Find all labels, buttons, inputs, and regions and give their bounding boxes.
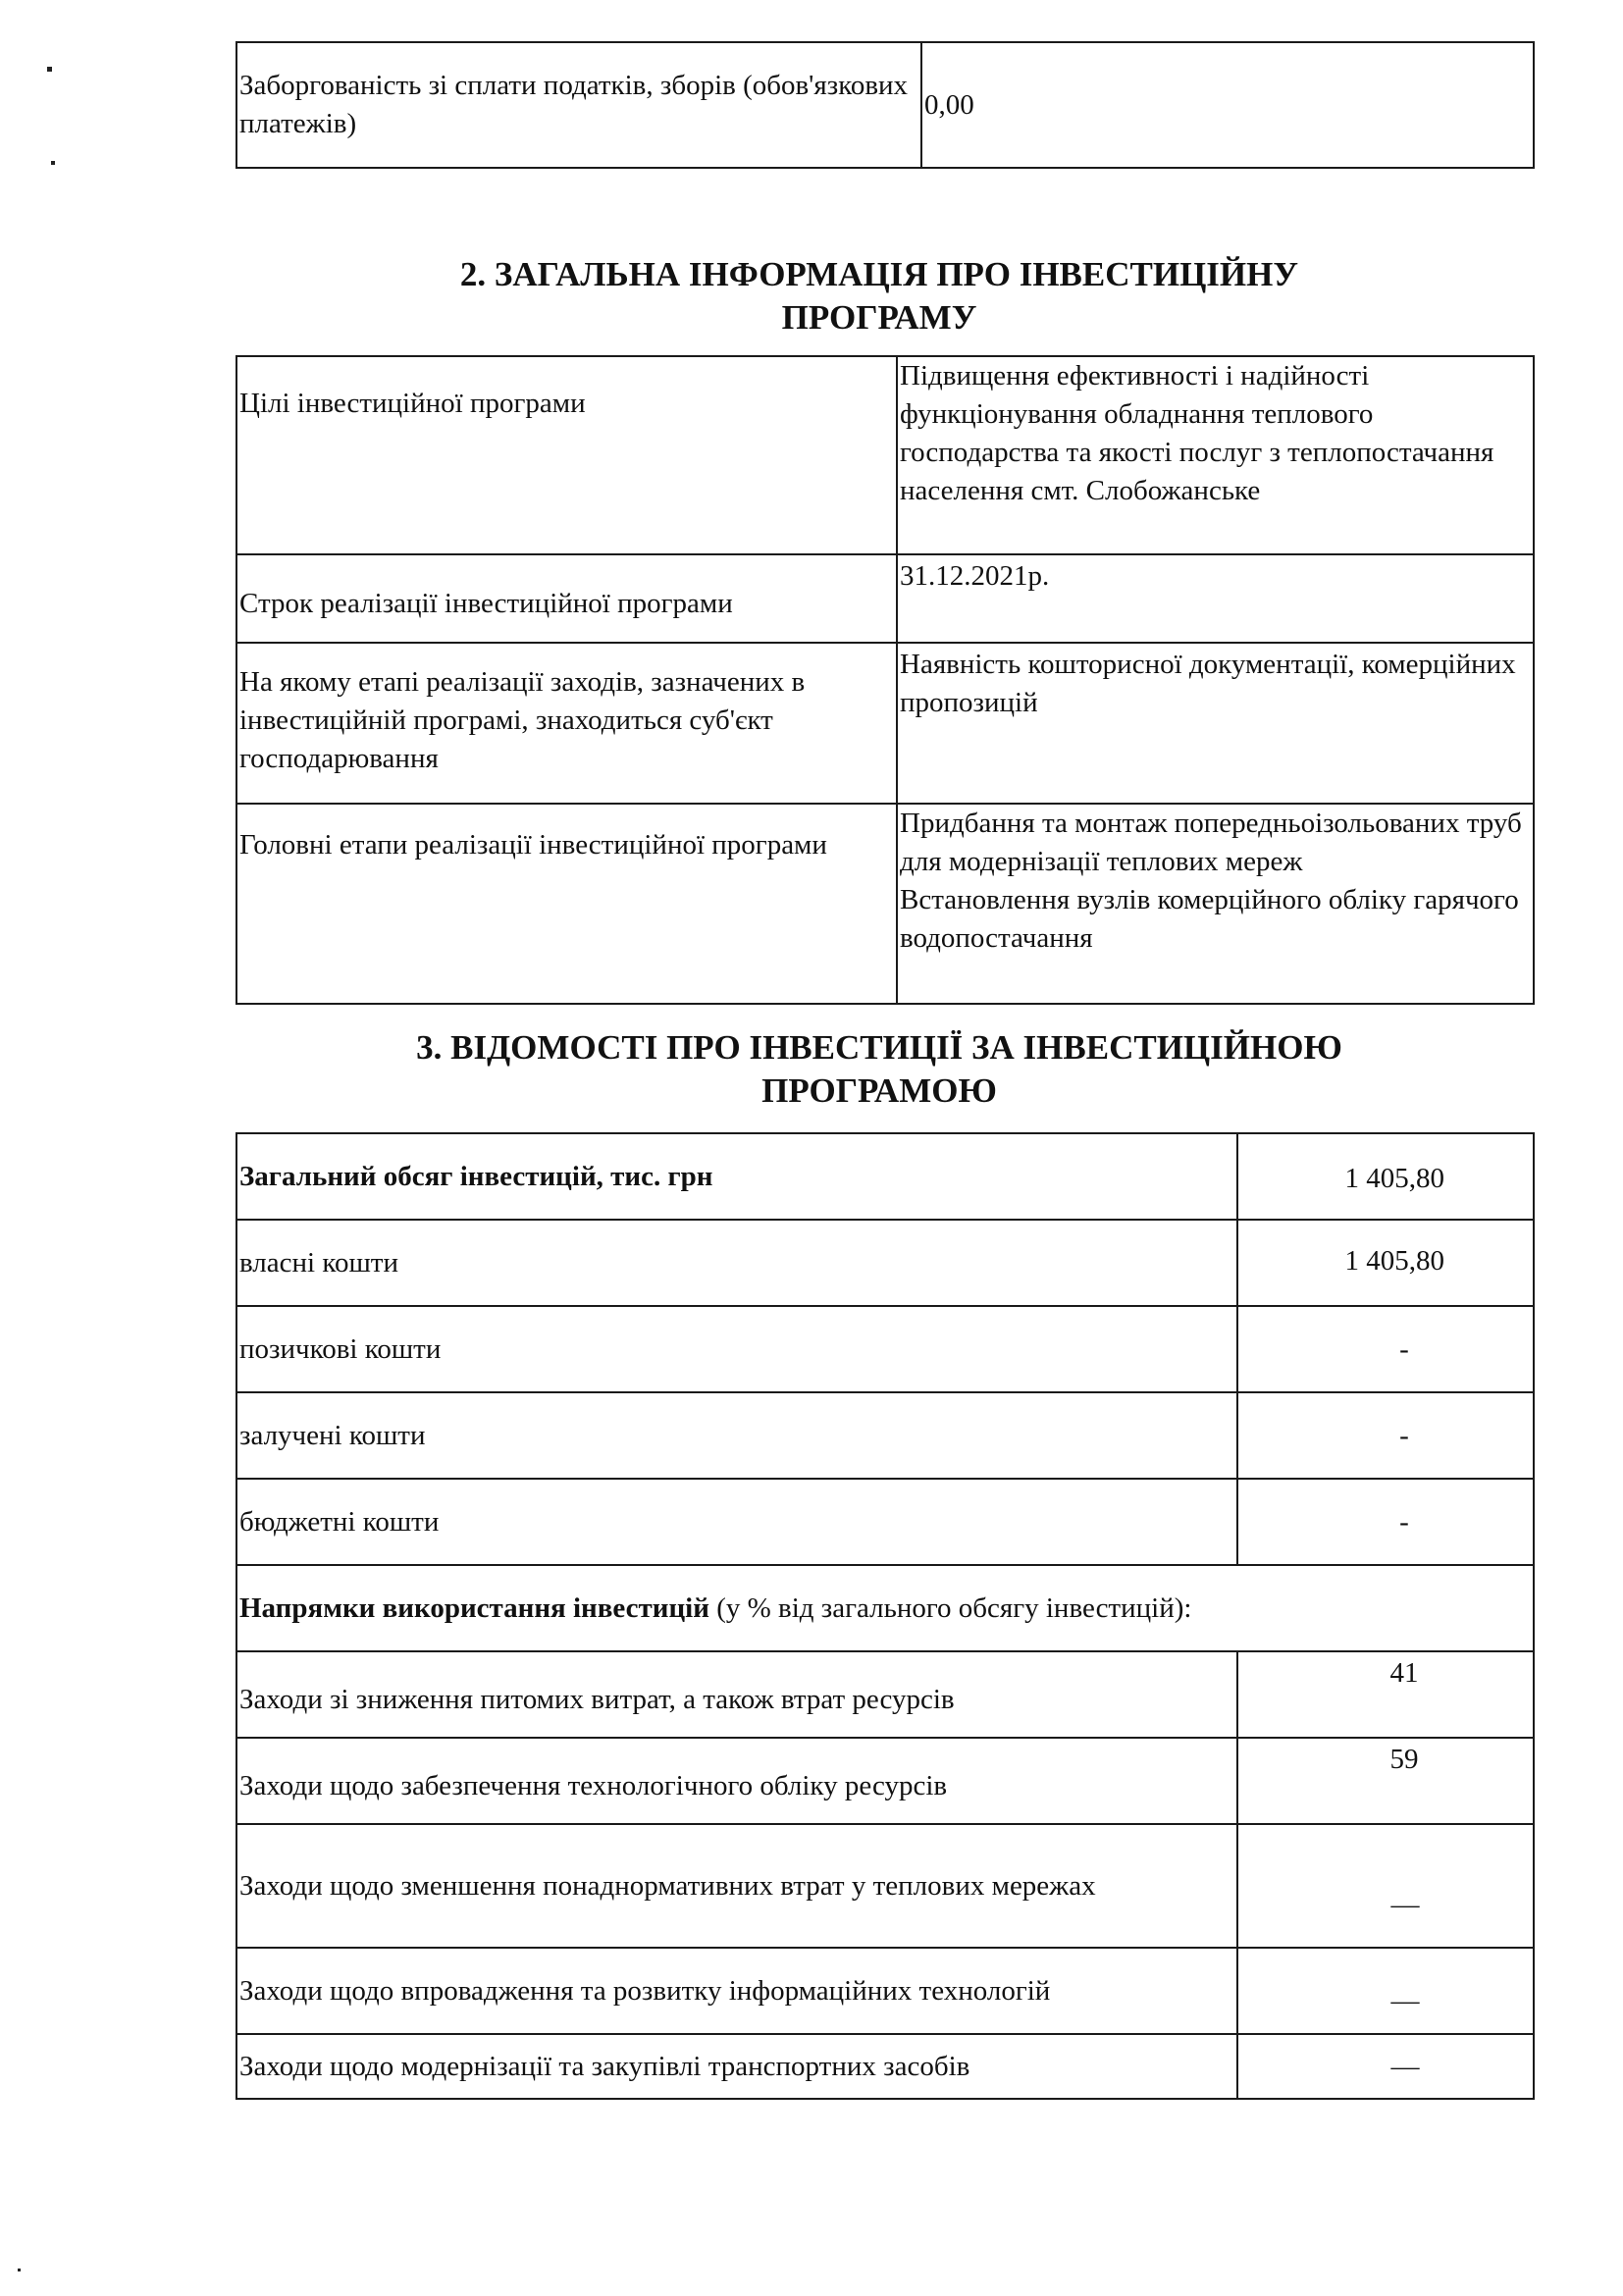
goals-value: Підвищення ефективності і надійності функціонування обладнання теплового господарства та якості послуг з теплопостачання населення смт. Слобожанське — [897, 356, 1534, 554]
direction-value: 59 — [1237, 1738, 1534, 1824]
source-label: залучені кошти — [236, 1392, 1237, 1479]
table-row — [236, 2034, 1534, 2099]
direction-value-text: — — [1390, 2050, 1420, 2082]
section-2-title-line2: ПРОГРАМУ — [781, 298, 977, 337]
direction-label: Заходи щодо забезпечення технологічного обліку ресурсів — [236, 1738, 1237, 1824]
table-row — [236, 1392, 1534, 1479]
section-2-title-line1: 2. ЗАГАЛЬНА ІНФОРМАЦІЯ ПРО ІНВЕСТИЦІЙНУ — [459, 255, 1299, 293]
direction-value — [1237, 1824, 1534, 1948]
main-stages-label: Головні етапи реалізації інвестиційної програми — [236, 804, 897, 1004]
source-value: - — [1237, 1392, 1534, 1479]
table-row — [236, 1948, 1534, 2034]
table-row — [236, 1133, 1534, 1220]
total-label: Загальний обсяг інвестицій, тис. грн — [236, 1133, 1237, 1220]
directions-header — [236, 1565, 1534, 1651]
source-value: - — [1237, 1306, 1534, 1392]
section-2-title — [236, 253, 1523, 339]
table-row — [236, 1220, 1534, 1306]
debt-value: 0,00 — [921, 42, 1534, 168]
directions-header-bold: Напрямки використання інвестицій — [239, 1592, 709, 1624]
table-row — [236, 356, 1534, 554]
table-row — [236, 1651, 1534, 1738]
source-value: 1 405,80 — [1237, 1220, 1534, 1306]
direction-label: Заходи щодо модернізації та закупівлі транспортних засобів — [236, 2034, 1237, 2099]
table-row — [236, 1565, 1534, 1651]
section-3-title-line1: 3. ВІДОМОСТІ ПРО ІНВЕСТИЦІЇ ЗА ІНВЕСТИЦІЙНОЮ — [416, 1028, 1342, 1067]
debt-label: Заборгованість зі сплати податків, зборів (обов'язкових платежів) — [236, 42, 921, 168]
debt-table — [236, 41, 1535, 169]
directions-header-rest: (у % від загального обсягу інвестицій): — [708, 1592, 1192, 1624]
direction-value: 41 — [1237, 1651, 1534, 1738]
table-row — [236, 554, 1534, 643]
scan-mark — [47, 67, 52, 72]
total-value: 1 405,80 — [1237, 1133, 1534, 1220]
table-row — [236, 1824, 1534, 1948]
term-label: Строк реалізації інвестиційної програми — [236, 554, 897, 643]
general-info-table — [236, 355, 1535, 1005]
scan-mark — [18, 2269, 21, 2271]
section-3-title-line2: ПРОГРАМОЮ — [761, 1071, 997, 1110]
scan-mark — [51, 161, 55, 165]
direction-label: Заходи зі зниження питомих витрат, а також втрат ресурсів — [236, 1651, 1237, 1738]
table-row — [236, 1738, 1534, 1824]
main-stages-value — [897, 804, 1534, 1004]
investments-table — [236, 1132, 1535, 2100]
main-stages-item-1: Придбання та монтаж попередньоізольованих труб для модернізації теплових мереж — [900, 808, 1522, 877]
direction-label: Заходи щодо впровадження та розвитку інформаційних технологій — [236, 1948, 1237, 2034]
direction-value — [1237, 2034, 1534, 2099]
direction-label: Заходи щодо зменшення понаднормативних втрат у теплових мережах — [236, 1824, 1237, 1948]
table-row — [236, 1479, 1534, 1565]
table-row — [236, 1306, 1534, 1392]
table-row — [236, 804, 1534, 1004]
term-value: 31.12.2021р. — [897, 554, 1534, 643]
goals-label: Цілі інвестиційної програми — [236, 356, 897, 554]
source-label: бюджетні кошти — [236, 1479, 1237, 1565]
direction-value-text: — — [1390, 1889, 1420, 1920]
direction-value — [1237, 1948, 1534, 2034]
source-label: позичкові кошти — [236, 1306, 1237, 1392]
table-row — [236, 643, 1534, 804]
direction-value-text: — — [1390, 1985, 1420, 2016]
source-value: - — [1237, 1479, 1534, 1565]
stage-label: На якому етапі реалізації заходів, зазначених в інвестиційній програмі, знаходиться суб'єкт господарювання — [236, 643, 897, 804]
section-3-title — [236, 1026, 1523, 1113]
main-stages-item-2: Встановлення вузлів комерційного обліку гарячого водопостачання — [900, 884, 1519, 954]
stage-value: Наявність кошторисної документації, комерційних пропозицій — [897, 643, 1534, 804]
source-label: власні кошти — [236, 1220, 1237, 1306]
table-row — [236, 42, 1534, 168]
